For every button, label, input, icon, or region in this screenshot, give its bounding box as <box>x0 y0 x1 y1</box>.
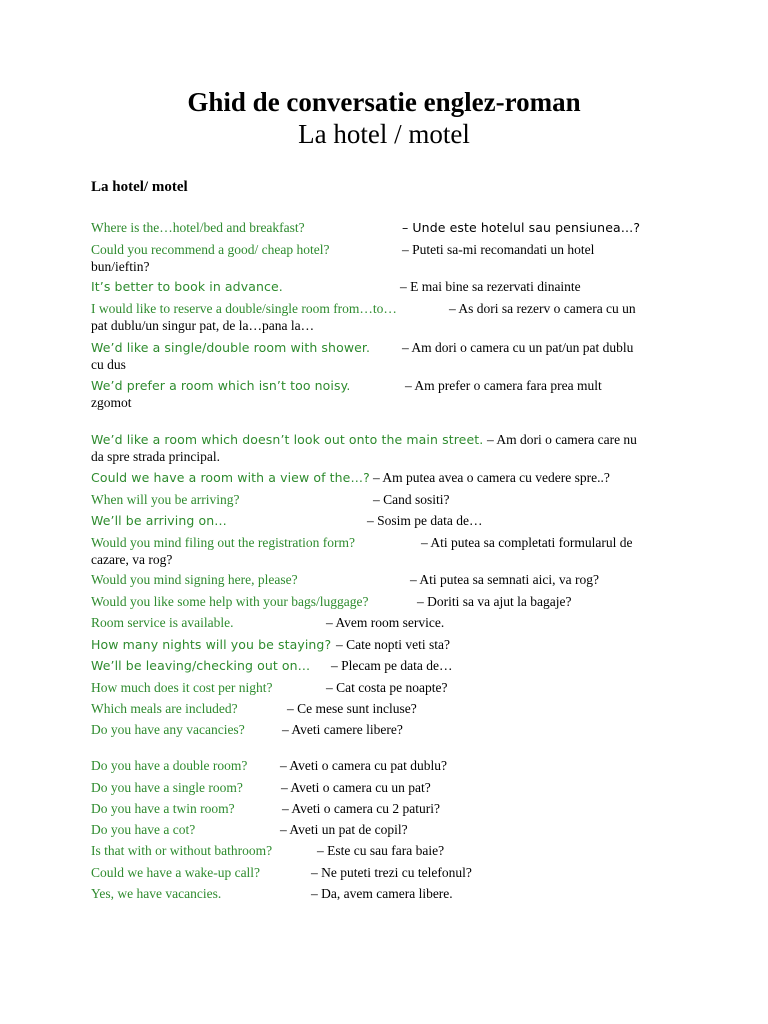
phrase-entry <box>91 700 681 717</box>
phrase-entry <box>91 300 681 333</box>
english-phrase: When will you be arriving? <box>91 492 240 507</box>
english-phrase: Do you have a twin room? <box>91 801 235 816</box>
english-phrase: Do you have a double room? <box>91 758 248 773</box>
phrase-entry <box>91 593 681 610</box>
phrase-entry <box>91 339 681 372</box>
english-phrase: How many nights will you be staying? <box>91 637 332 652</box>
romanian-translation: – Aveti o camera cu un pat? <box>281 780 431 795</box>
romanian-translation: – Aveti o camera cu 2 paturi? <box>282 801 440 816</box>
romanian-translation: – Este cu sau fara baie? <box>317 843 445 858</box>
english-phrase: It’s better to book in advance. <box>91 279 283 294</box>
phrase-entry <box>91 842 681 859</box>
phrase-entry <box>91 721 681 738</box>
english-phrase: Is that with or without bathroom? <box>91 843 273 858</box>
romanian-translation: – Cand sositi? <box>373 492 450 507</box>
phrase-entry <box>91 534 681 567</box>
english-phrase: Do you have a single room? <box>91 780 243 795</box>
romanian-translation: – Am putea avea o camera cu vedere spre..? <box>373 470 610 485</box>
english-phrase: Would you like some help with your bags/luggage? <box>91 594 369 609</box>
phrase-entry <box>91 377 681 410</box>
phrase-entry <box>91 431 681 464</box>
english-phrase: Which meals are included? <box>91 701 238 716</box>
romanian-translation: – Ce mese sunt incluse? <box>287 701 417 716</box>
phrase-entry <box>91 571 681 588</box>
english-phrase: Yes, we have vacancies. <box>91 886 222 901</box>
english-phrase: We’ll be leaving/checking out on… <box>91 658 311 673</box>
romanian-translation: – Da, avem camera libere. <box>311 886 453 901</box>
romanian-translation: – Ati putea sa completati formularul de <box>421 535 633 550</box>
phrase-entry <box>91 614 681 631</box>
romanian-translation: – Puteti sa-mi recomandati un hotel <box>402 242 595 257</box>
romanian-translation: – Plecam pe data de… <box>331 658 453 673</box>
phrase-entry <box>91 278 681 295</box>
english-phrase: We’d prefer a room which isn’t too noisy. <box>91 378 351 393</box>
phrase-entry <box>91 757 681 774</box>
phrase-entry <box>91 512 681 529</box>
romanian-translation: – Unde este hotelul sau pensiunea…? <box>402 220 641 235</box>
phrase-entry <box>91 885 681 902</box>
romanian-translation: – Cate nopti veti sta? <box>336 637 450 652</box>
english-phrase: How much does it cost per night? <box>91 680 273 695</box>
english-phrase: Would you mind filing out the registration form? <box>91 535 355 550</box>
phrase-entry <box>91 241 681 274</box>
translation-continuation: pat dublu/un singur pat, de la…pana la… <box>91 318 315 333</box>
romanian-translation: – Avem room service. <box>326 615 445 630</box>
title-block <box>0 86 768 150</box>
phrase-entry <box>91 469 681 486</box>
english-phrase: Could we have a wake-up call? <box>91 865 261 880</box>
translation-continuation: cazare, va rog? <box>91 552 173 567</box>
romanian-translation: – Cat costa pe noapte? <box>326 680 448 695</box>
english-phrase: Where is the…hotel/bed and breakfast? <box>91 220 305 235</box>
phrase-entry <box>91 800 681 817</box>
english-phrase: We’d like a single/double room with shower. <box>91 340 371 355</box>
translation-continuation: cu dus <box>91 357 126 372</box>
phrase-entry <box>91 679 681 696</box>
romanian-translation: – Aveti camere libere? <box>282 722 403 737</box>
romanian-translation: – Doriti sa va ajut la bagaje? <box>417 594 572 609</box>
translation-continuation: zgomot <box>91 395 132 410</box>
phrase-entry <box>91 821 681 838</box>
page-title: Ghid de conversatie englez-roman <box>187 87 581 117</box>
section-heading: La hotel/ motel <box>91 179 188 195</box>
romanian-translation: – Aveti o camera cu pat dublu? <box>280 758 447 773</box>
romanian-translation: – Sosim pe data de… <box>367 513 483 528</box>
romanian-translation: – As dori sa rezerv o camera cu un <box>449 301 636 316</box>
phrase-entry <box>91 636 681 653</box>
translation-continuation: da spre strada principal. <box>91 449 220 464</box>
romanian-translation: – Am dori o camera care nu <box>487 432 637 447</box>
page-subtitle: La hotel / motel <box>298 119 470 149</box>
phrase-entry <box>91 491 681 508</box>
phrase-entry <box>91 657 681 674</box>
romanian-translation: – Ne puteti trezi cu telefonul? <box>311 865 472 880</box>
english-phrase: Could we have a room with a view of the…? <box>91 470 370 485</box>
phrase-entry <box>91 219 681 236</box>
phrase-entry <box>91 864 681 881</box>
english-phrase: We’ll be arriving on… <box>91 513 227 528</box>
romanian-translation: – E mai bine sa rezervati dinainte <box>400 279 581 294</box>
english-phrase: Do you have a cot? <box>91 822 196 837</box>
romanian-translation: – Aveti un pat de copil? <box>280 822 408 837</box>
english-phrase: Would you mind signing here, please? <box>91 572 298 587</box>
translation-continuation: bun/ieftin? <box>91 259 150 274</box>
english-phrase: Could you recommend a good/ cheap hotel? <box>91 242 330 257</box>
english-phrase: I would like to reserve a double/single room from…to… <box>91 301 397 316</box>
english-phrase: We’d like a room which doesn’t look out onto the main street. <box>91 432 484 447</box>
phrase-entry <box>91 779 681 796</box>
english-phrase: Room service is available. <box>91 615 234 630</box>
english-phrase: Do you have any vacancies? <box>91 722 245 737</box>
romanian-translation: – Am dori o camera cu un pat/un pat dublu <box>402 340 634 355</box>
romanian-translation: – Am prefer o camera fara prea mult <box>405 378 602 393</box>
romanian-translation: – Ati putea sa semnati aici, va rog? <box>410 572 599 587</box>
